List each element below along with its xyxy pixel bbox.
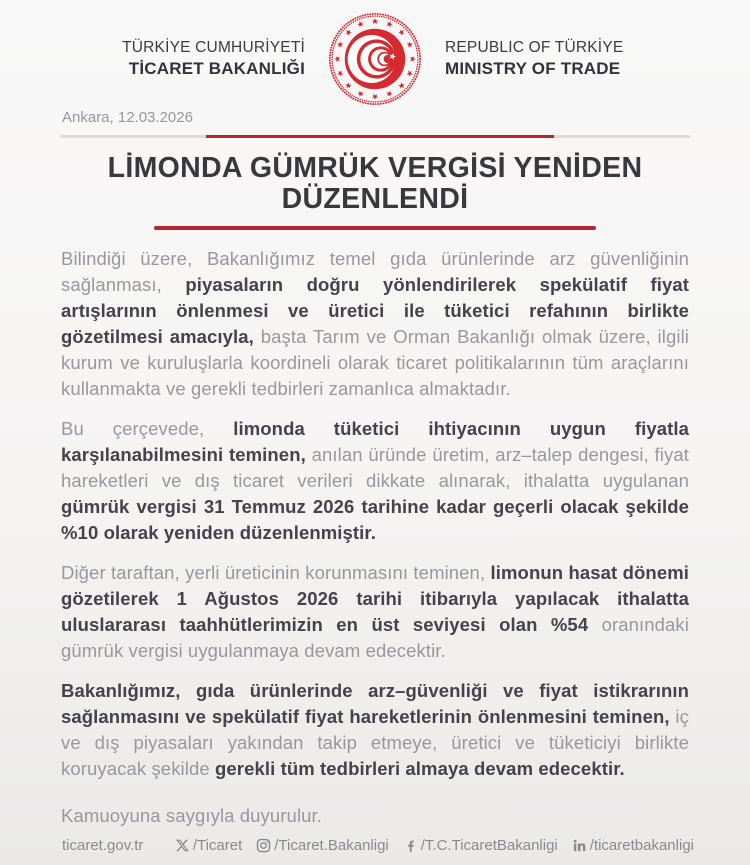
paragraph-2 [61, 416, 689, 546]
p1-bold-1: piyasaların doğru yönlendirilerek spekülatif fiyat artışlarının önlenmesi ve üretici ile tüketici refahının birlikte gözetilmesi amacıyla, [61, 274, 689, 347]
header-divider-accent [206, 135, 554, 138]
p2-bold-2: gümrük vergisi 31 Temmuz 2026 tarihine kadar geçerli olacak şekilde %10 olarak yeniden düzenlenmiştir. [61, 496, 689, 543]
social-x-handle: /Ticaret [192, 837, 243, 854]
footer [62, 837, 694, 854]
header-divider [60, 135, 690, 138]
announcement-body [61, 246, 689, 829]
header [0, 0, 750, 107]
social-facebook-link[interactable] [403, 837, 558, 854]
closing-line: Kamuoyuna saygıyla duyurulur. [61, 805, 323, 826]
p4-bold-1: Bakanlığımız, gıda ürünlerinde arz–güvenliği ve fiyat istikrarının sağlanmasını ve spekülatif fiyat hareketlerinin önlenmesini teminen, [61, 680, 689, 727]
ministry-name-english [445, 39, 687, 79]
social-instagram-handle: /Ticaret.Bakanligi [274, 837, 389, 854]
paragraph-4 [61, 678, 689, 782]
social-x-link[interactable] [175, 837, 242, 854]
p4-regular-1: iç ve dış piyasaları yakından takip etmeye, üretici ve tüketiciyi birlikte koruyacak şekilde [61, 706, 689, 779]
p4-bold-2: gerekli tüm tedbirleri almaya devam edecektir. [214, 758, 625, 779]
p3-regular-1: Diğer taraftan, yerli üreticinin korunmasını teminen, [61, 562, 491, 583]
paragraph-1 [61, 246, 689, 402]
dateline: Ankara, 12.03.2026 [62, 109, 193, 126]
p2-regular-2: anılan üründe üretim, arz–talep dengesi, fiyat hareketleri ve dış ticaret verileri dikkate alınarak, ithalatta uygulanan [61, 444, 689, 491]
x-icon [175, 838, 190, 853]
social-linkedin-handle: /ticaretbakanligi [589, 837, 694, 854]
p1-regular-2: başta Tarım ve Orman Bakanlığı olmak üzere, ilgili kurum ve kuruluşlarla koordineli olarak ticaret politikalarının tüm araçlarını kullanmakta ve gerekli tedbirleri zamanlıca almaktadır. [61, 326, 689, 399]
p2-regular-1: Bu çerçevede, [61, 418, 234, 439]
ministry-of-trade-emblem-icon [327, 11, 423, 107]
p1-regular-1: Bilindiği üzere, Bakanlığımız temel gıda ürünlerinde arz güvenliğinin sağlanması, [61, 248, 689, 295]
ministry-name-en-line2: MINISTRY OF TRADE [445, 59, 621, 78]
instagram-icon [256, 838, 271, 853]
ministry-name-tr-line2: TİCARET BAKANLIĞI [128, 59, 305, 78]
social-linkedin-link[interactable] [572, 837, 694, 854]
social-links [175, 837, 694, 854]
linkedin-icon [572, 838, 587, 853]
ministry-name-en-line1: REPUBLIC OF TÜRKİYE [445, 39, 624, 56]
social-facebook-handle: /T.C.TicaretBakanligi [420, 837, 558, 854]
page-title: LİMONDA GÜMRÜK VERGİSİ YENİDEN DÜZENLENDİ [107, 152, 643, 215]
facebook-icon [403, 838, 418, 853]
p3-bold-1: limonun hasat dönemi gözetilerek 1 Ağustos 2026 tarihi itibarıyla yapılacak ithalatta uluslararası taahhütlerimizin en üst seviyesi olan %54 [61, 562, 689, 635]
title-underline [154, 226, 596, 230]
p3-regular-2: oranındaki gümrük vergisi uygulanmaya devam edecektir. [61, 614, 689, 661]
ministry-name-turkish [63, 39, 305, 79]
social-instagram-link[interactable] [256, 837, 389, 854]
website-link[interactable]: ticaret.gov.tr [62, 837, 144, 854]
p2-bold-1: limonda tüketici ihtiyacının uygun fiyatla karşılanabilmesini teminen, [61, 418, 689, 465]
ministry-name-tr-line1: TÜRKİYE CUMHURİYETİ [122, 39, 305, 56]
paragraph-3 [61, 560, 689, 664]
